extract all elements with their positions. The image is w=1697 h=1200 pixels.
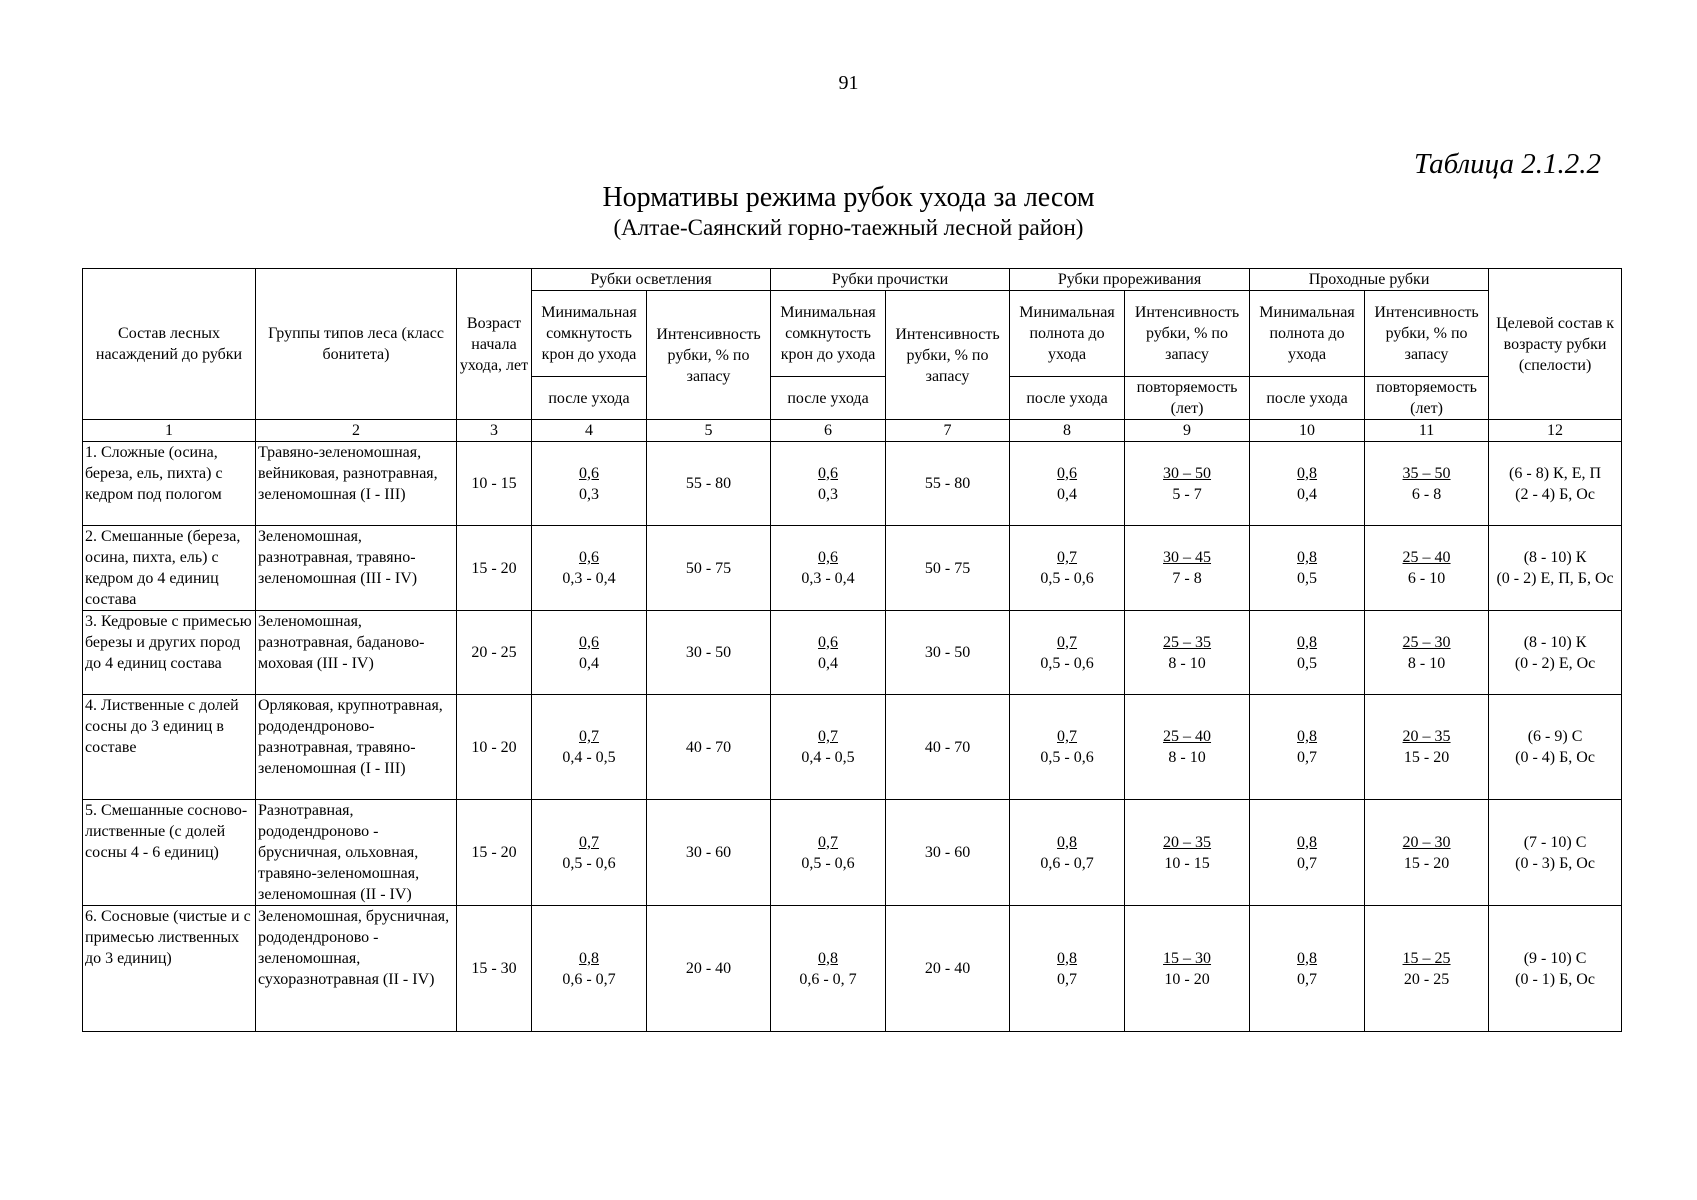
target-cell xyxy=(1489,526,1622,611)
table-row xyxy=(83,695,1622,800)
intensity-repeat-cell xyxy=(1125,800,1250,906)
table-row xyxy=(83,611,1622,695)
density-cell xyxy=(1010,800,1125,906)
intensity-cell: 55 - 80 xyxy=(647,442,771,526)
intensity-value: 25 – 30 xyxy=(1402,633,1451,651)
intensity-value: 25 – 40 xyxy=(1402,549,1451,566)
value-after: 0,4 xyxy=(1297,485,1318,503)
column-number: 3 xyxy=(457,420,532,442)
target-main: (7 - 10) С xyxy=(1523,833,1587,851)
table-row xyxy=(83,526,1622,611)
value-before: 0,8 xyxy=(578,949,599,967)
intensity-cell: 20 - 40 xyxy=(886,906,1010,1032)
intensity-repeat-cell xyxy=(1365,695,1489,800)
value-before: 0,7 xyxy=(1057,728,1078,745)
table-row xyxy=(83,906,1622,1032)
target-admixture: (0 - 3) Б, Ос xyxy=(1515,854,1595,872)
closure-cell xyxy=(532,906,647,1032)
header-after-care: после ухода xyxy=(1250,377,1365,420)
density-cell xyxy=(1250,800,1365,906)
value-after: 0,5 xyxy=(1297,654,1318,672)
repeat-value: 10 - 15 xyxy=(1164,854,1210,872)
target-main: (6 - 9) С xyxy=(1527,728,1583,745)
table-row xyxy=(83,442,1622,526)
column-number: 12 xyxy=(1489,420,1622,442)
repeat-value: 6 - 10 xyxy=(1407,570,1446,587)
intensity-cell: 30 - 50 xyxy=(886,611,1010,695)
intensity-repeat-cell xyxy=(1125,611,1250,695)
intensity-value: 20 – 35 xyxy=(1402,728,1451,745)
value-before: 0,8 xyxy=(1297,728,1318,745)
header-cut-prochistki: Рубки прочистки xyxy=(771,269,1010,291)
column-number: 7 xyxy=(886,420,1010,442)
composition-cell: 1. Сложные (осина, береза, ель, пихта) с кедром под пологом xyxy=(83,442,256,526)
target-main: (9 - 10) С xyxy=(1523,949,1587,967)
intensity-repeat-cell xyxy=(1365,611,1489,695)
value-before: 0,8 xyxy=(1057,949,1078,967)
value-after: 0,7 xyxy=(1057,970,1078,988)
value-after: 0,6 - 0,7 xyxy=(562,970,616,988)
table-subtitle: (Алтае-Саянский горно-таежный лесной район) xyxy=(613,215,1084,240)
value-after: 0,5 - 0,6 xyxy=(562,854,616,872)
forest-groups-cell: Зеленомошная, разнотравная, баданово-моховая (III - IV) xyxy=(256,611,457,695)
target-cell xyxy=(1489,906,1622,1032)
closure-cell xyxy=(771,442,886,526)
density-cell xyxy=(1250,442,1365,526)
target-cell xyxy=(1489,800,1622,906)
column-numbers xyxy=(83,420,1622,442)
closure-cell xyxy=(771,906,886,1032)
target-cell xyxy=(1489,695,1622,800)
value-after: 0,5 - 0,6 xyxy=(801,854,855,872)
value-after: 0,7 xyxy=(1297,854,1318,872)
age-cell: 10 - 15 xyxy=(457,442,532,526)
age-cell: 15 - 20 xyxy=(457,526,532,611)
intensity-value: 35 – 50 xyxy=(1402,464,1451,482)
table-header xyxy=(83,269,1622,420)
value-after: 0,3 xyxy=(818,485,839,503)
table-title: Нормативы режима рубок ухода за лесом xyxy=(602,182,1095,213)
closure-cell xyxy=(532,526,647,611)
target-admixture: (2 - 4) Б, Ос xyxy=(1515,485,1595,503)
header-forest-groups: Группы типов леса (класс бонитета) xyxy=(256,269,457,420)
target-admixture: (0 - 2) Е, П, Б, Ос xyxy=(1496,570,1614,587)
intensity-repeat-cell xyxy=(1125,695,1250,800)
intensity-cell: 30 - 50 xyxy=(647,611,771,695)
value-before: 0,7 xyxy=(818,728,838,745)
value-after: 0,5 - 0,6 xyxy=(1040,749,1094,766)
intensity-value: 25 – 35 xyxy=(1163,633,1212,651)
intensity-repeat-cell xyxy=(1365,526,1489,611)
closure-cell xyxy=(771,695,886,800)
composition-cell: 6. Сосновые (чистые и с примесью лиственных до 3 единиц) xyxy=(83,906,256,1032)
value-after: 0,3 xyxy=(579,485,599,503)
forest-groups-cell: Разнотравная, рододендроново - брусничная, ольховная, травяно-зеленомошная, зеленомошная (II - IV) xyxy=(256,800,457,906)
norms-table xyxy=(82,268,1622,1032)
value-after: 0,4 - 0,5 xyxy=(562,749,616,766)
header-intensity: Интенсивность рубки, % по запасу xyxy=(886,291,1010,420)
intensity-cell: 20 - 40 xyxy=(647,906,771,1032)
value-after: 0,5 - 0,6 xyxy=(1040,570,1094,587)
intensity-repeat-cell xyxy=(1125,906,1250,1032)
repeat-value: 5 - 7 xyxy=(1172,485,1202,503)
value-before: 0,8 xyxy=(1297,633,1318,651)
intensity-cell: 40 - 70 xyxy=(647,695,771,800)
table-body xyxy=(83,442,1622,1032)
header-intensity: Интенсивность рубки, % по запасу xyxy=(647,291,771,420)
composition-cell: 3. Кедровые с примесью березы и других пород до 4 единиц состава xyxy=(83,611,256,695)
header-after-care: после ухода xyxy=(532,377,647,420)
intensity-value: 20 – 30 xyxy=(1402,833,1451,851)
intensity-cell: 50 - 75 xyxy=(647,526,771,611)
intensity-value: 15 – 30 xyxy=(1163,949,1212,967)
repeat-value: 10 - 20 xyxy=(1164,970,1210,988)
value-after: 0,3 - 0,4 xyxy=(562,570,616,587)
age-cell: 10 - 20 xyxy=(457,695,532,800)
header-after-care: после ухода xyxy=(771,377,886,420)
intensity-value: 30 – 45 xyxy=(1163,549,1212,566)
value-before: 0,6 xyxy=(818,549,838,566)
intensity-value: 25 – 40 xyxy=(1163,728,1212,745)
value-before: 0,8 xyxy=(818,949,838,967)
density-cell xyxy=(1250,611,1365,695)
column-number: 11 xyxy=(1365,420,1489,442)
value-after: 0,5 - 0,6 xyxy=(1040,654,1094,672)
density-cell xyxy=(1250,526,1365,611)
header-age: Возраст начала ухода, лет xyxy=(457,269,532,420)
value-after: 0,3 - 0,4 xyxy=(801,570,855,587)
header-after-care: после ухода xyxy=(1010,377,1125,420)
value-before: 0,7 xyxy=(578,833,599,851)
intensity-repeat-cell xyxy=(1365,800,1489,906)
density-cell xyxy=(1010,442,1125,526)
repeat-value: 8 - 10 xyxy=(1407,654,1446,672)
table-row xyxy=(83,800,1622,906)
target-main: (6 - 8) К, Е, П xyxy=(1509,464,1602,482)
value-before: 0,8 xyxy=(1297,549,1318,566)
intensity-repeat-cell xyxy=(1125,526,1250,611)
composition-cell: 4. Лиственные с долей сосны до 3 единиц в составе xyxy=(83,695,256,800)
value-before: 0,8 xyxy=(1297,949,1318,967)
value-before: 0,7 xyxy=(1057,633,1078,651)
header-min-closure: Минимальная сомкнутость крон до ухода xyxy=(532,291,647,377)
closure-cell xyxy=(532,695,647,800)
intensity-value: 20 – 35 xyxy=(1163,833,1212,851)
age-cell: 15 - 20 xyxy=(457,800,532,906)
header-intensity: Интенсивность рубки, % по запасу xyxy=(1365,291,1489,377)
column-number: 6 xyxy=(771,420,886,442)
intensity-repeat-cell xyxy=(1365,442,1489,526)
intensity-value: 30 – 50 xyxy=(1163,464,1212,482)
repeat-value: 6 - 8 xyxy=(1411,485,1442,503)
value-before: 0,8 xyxy=(1057,833,1078,851)
value-after: 0,6 - 0, 7 xyxy=(799,970,857,988)
column-number: 9 xyxy=(1125,420,1250,442)
density-cell xyxy=(1010,906,1125,1032)
age-cell: 15 - 30 xyxy=(457,906,532,1032)
page-number: 91 xyxy=(838,72,859,94)
value-before: 0,7 xyxy=(1057,549,1078,566)
intensity-cell: 40 - 70 xyxy=(886,695,1010,800)
repeat-value: 20 - 25 xyxy=(1403,970,1450,988)
closure-cell xyxy=(771,526,886,611)
closure-cell xyxy=(771,800,886,906)
density-cell xyxy=(1010,611,1125,695)
value-before: 0,8 xyxy=(1297,464,1318,482)
forest-groups-cell: Зеленомошная, разнотравная, травяно-зеленомошная (III - IV) xyxy=(256,526,457,611)
value-before: 0,7 xyxy=(578,728,599,745)
value-before: 0,6 xyxy=(579,633,599,651)
value-after: 0,4 xyxy=(1057,485,1078,503)
closure-cell xyxy=(532,442,647,526)
value-after: 0,5 xyxy=(1297,570,1318,587)
repeat-value: 8 - 10 xyxy=(1168,654,1206,672)
intensity-repeat-cell xyxy=(1125,442,1250,526)
density-cell xyxy=(1250,906,1365,1032)
repeat-value: 15 - 20 xyxy=(1403,854,1450,872)
value-after: 0,6 - 0,7 xyxy=(1040,854,1094,872)
closure-cell xyxy=(771,611,886,695)
density-cell xyxy=(1250,695,1365,800)
value-after: 0,4 xyxy=(818,654,839,672)
header-min-density: Минимальная полнота до ухода xyxy=(1010,291,1125,377)
column-number: 5 xyxy=(647,420,771,442)
header-repeat-years: повторяемость (лет) xyxy=(1125,377,1250,420)
value-after: 0,7 xyxy=(1297,749,1318,766)
forest-groups-cell: Травяно-зеленомошная, вейниковая, разнотравная, зеленомошная (I - III) xyxy=(256,442,457,526)
target-main: (8 - 10) К xyxy=(1523,549,1587,566)
intensity-value: 15 – 25 xyxy=(1402,949,1451,967)
value-before: 0,6 xyxy=(818,633,839,651)
forest-groups-cell: Орляковая, крупнотравная, рододендроново-разнотравная, травяно-зеленомошная (I - III) xyxy=(256,695,457,800)
density-cell xyxy=(1010,695,1125,800)
header-composition: Состав лесных насаждений до рубки xyxy=(83,269,256,420)
target-admixture: (0 - 2) Е, Ос xyxy=(1514,654,1596,672)
header-min-density: Минимальная полнота до ухода xyxy=(1250,291,1365,377)
value-before: 0,7 xyxy=(818,833,838,851)
header-repeat-years: повторяемость (лет) xyxy=(1365,377,1489,420)
column-number: 4 xyxy=(532,420,647,442)
value-before: 0,6 xyxy=(1057,464,1078,482)
forest-groups-cell: Зеленомошная, брусничная, рододендроново - зеленомошная, сухоразнотравная (II - IV) xyxy=(256,906,457,1032)
value-after: 0,4 xyxy=(579,654,599,672)
intensity-cell: 30 - 60 xyxy=(886,800,1010,906)
density-cell xyxy=(1010,526,1125,611)
header-cut-prokhodnye: Проходные рубки xyxy=(1250,269,1489,291)
target-admixture: (0 - 1) Б, Ос xyxy=(1515,970,1595,988)
header-min-closure: Минимальная сомкнутость крон до ухода xyxy=(771,291,886,377)
closure-cell xyxy=(532,611,647,695)
target-admixture: (0 - 4) Б, Ос xyxy=(1515,749,1595,766)
repeat-value: 8 - 10 xyxy=(1168,749,1206,766)
value-after: 0,7 xyxy=(1297,970,1318,988)
column-number: 8 xyxy=(1010,420,1125,442)
intensity-cell: 55 - 80 xyxy=(886,442,1010,526)
target-cell xyxy=(1489,442,1622,526)
header-cut-prorezhivanie: Рубки прореживания xyxy=(1010,269,1250,291)
age-cell: 20 - 25 xyxy=(457,611,532,695)
column-number: 10 xyxy=(1250,420,1365,442)
header-cut-osvetlenie: Рубки осветления xyxy=(532,269,771,291)
target-main: (8 - 10) К xyxy=(1523,633,1587,651)
table-label: Таблица 2.1.2.2 xyxy=(1414,148,1601,180)
value-before: 0,6 xyxy=(818,464,839,482)
intensity-cell: 50 - 75 xyxy=(886,526,1010,611)
target-cell xyxy=(1489,611,1622,695)
value-before: 0,8 xyxy=(1297,833,1318,851)
repeat-value: 7 - 8 xyxy=(1172,570,1202,587)
composition-cell: 5. Смешанные сосново-лиственные (с долей сосны 4 - 6 единиц) xyxy=(83,800,256,906)
value-after: 0,4 - 0,5 xyxy=(801,749,855,766)
intensity-repeat-cell xyxy=(1365,906,1489,1032)
intensity-cell: 30 - 60 xyxy=(647,800,771,906)
column-number: 2 xyxy=(256,420,457,442)
value-before: 0,6 xyxy=(579,464,599,482)
value-before: 0,6 xyxy=(578,549,599,566)
repeat-value: 15 - 20 xyxy=(1403,749,1450,766)
composition-cell: 2. Смешанные (береза, осина, пихта, ель) с кедром до 4 единиц состава xyxy=(83,526,256,611)
closure-cell xyxy=(532,800,647,906)
header-intensity: Интенсивность рубки, % по запасу xyxy=(1125,291,1250,377)
header-target: Целевой состав к возрасту рубки (спелости) xyxy=(1489,269,1622,420)
column-number: 1 xyxy=(83,420,256,442)
